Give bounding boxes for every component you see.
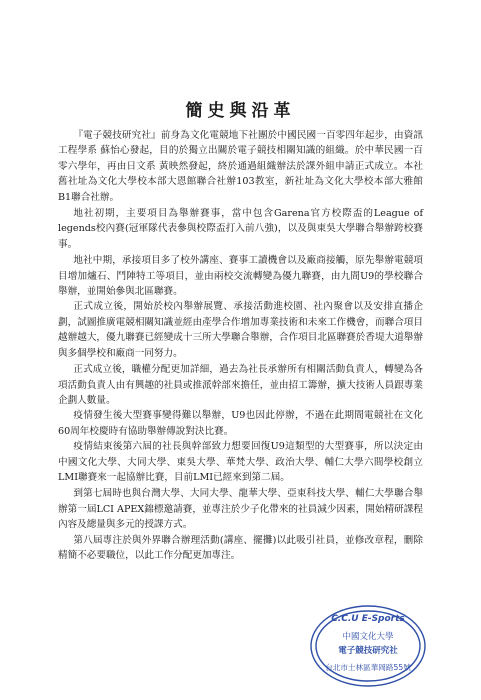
- paragraph-5: 正式成立後，職權分配更加詳細，過去為社長承辦所有相關活動負責人，轉變為各項活動負責人由有興趣的社員或推派幹部來擔任，並由招工籌辦，擴大技術人員跟專業企劃人數量。: [58, 364, 423, 406]
- paragraph-8: 到第七屆時也與台灣大學、大同大學、龍華大學、亞東科技大學、輔仁大學聯合舉辦第一屆LCI APEX錦標邀請賽，並專注於少子化帶來的社員減少因素，開始精研課程內容及總量與多元的授課方式。: [58, 488, 423, 531]
- paragraph-2: 地社初期，主要項目為舉辦賽事，當中包含Garena官方校際盃的League of legends校內賽(冠軍隊代表參與校際盃打入前八強)，以及與東吳大學聯合舉辦跨校賽事。: [58, 208, 423, 250]
- seal-line-2: 電子競技研究社: [338, 646, 398, 656]
- document-body: [58, 128, 423, 563]
- seal-svg: [308, 604, 428, 688]
- paragraph-6: 疫情發生後大型賽事變得難以舉辦，U9也因此停辦，不過在此期間電競社在文化60周年校慶時有協助舉辦傳說對決比賽。: [58, 410, 423, 437]
- paragraph-4: 正式成立後，開始於校內舉辦展覽、承接活動進校園、社內聚會以及安排直播企劃，試圖推廣電競相關知識並經由產學合作增加專業技術和未來工作機會，而聯合項目越辦越大，優九聯賽已經變成十三所大學聯合舉辦，合作項目北區聯賽於香堤大道舉辦與多個學校和廠商一同努力。: [58, 301, 423, 359]
- paragraph-9: 第八屆專注於與外界聯合辦理活動(講座、擺攤)以此吸引社員，並修改章程，刪除精簡不必要職位，以此工作分配更加專注。: [58, 534, 423, 561]
- seal-line-3: 台北市士林區華岡路55號: [325, 663, 411, 672]
- page-title: 簡史與沿革: [185, 101, 296, 121]
- seal-emblem-text: C.C.U E-Sports: [331, 614, 405, 624]
- seal-line-1: 中國文化大學: [342, 632, 394, 642]
- paragraph-3: 地社中期，承接項目多了校外講座、賽事工讀機會以及廠商接觸，原先舉辦電競項目增加爐石、鬥陣特工等項目，並由兩校交流轉變為優九聯賽，由九間U9的學校聯合舉辦，並開始參與北區聯賽。: [58, 255, 423, 298]
- club-seal-stamp: [308, 604, 428, 688]
- paragraph-1: 『電子競技研究社』前身為文化電競地下社團於中國民國一百零四年起步，由資訊工程學系 蘇怡心發起，目的於獨立出關於電子競技相關知識的組織。於中華民國一百零六學年，再由日文系 黃映然發起，終於通過組織辦法於課外組申請正式成立。本社舊社址為文化大學校本部大恩館聯合社辦103教室，新社址為文化大學校本部大雅館B1聯合社辦。: [58, 130, 423, 203]
- paragraph-7: 疫情結束後第六屆的社長與幹部致力想要回復U9這類型的大型賽事，所以決定由中國文化大學、大同大學、東吳大學、華梵大學、政治大學、輔仁大學六間學校創立LMI聯賽來一起協辦比賽，目前LMI已經來到第二屆。: [58, 441, 423, 483]
